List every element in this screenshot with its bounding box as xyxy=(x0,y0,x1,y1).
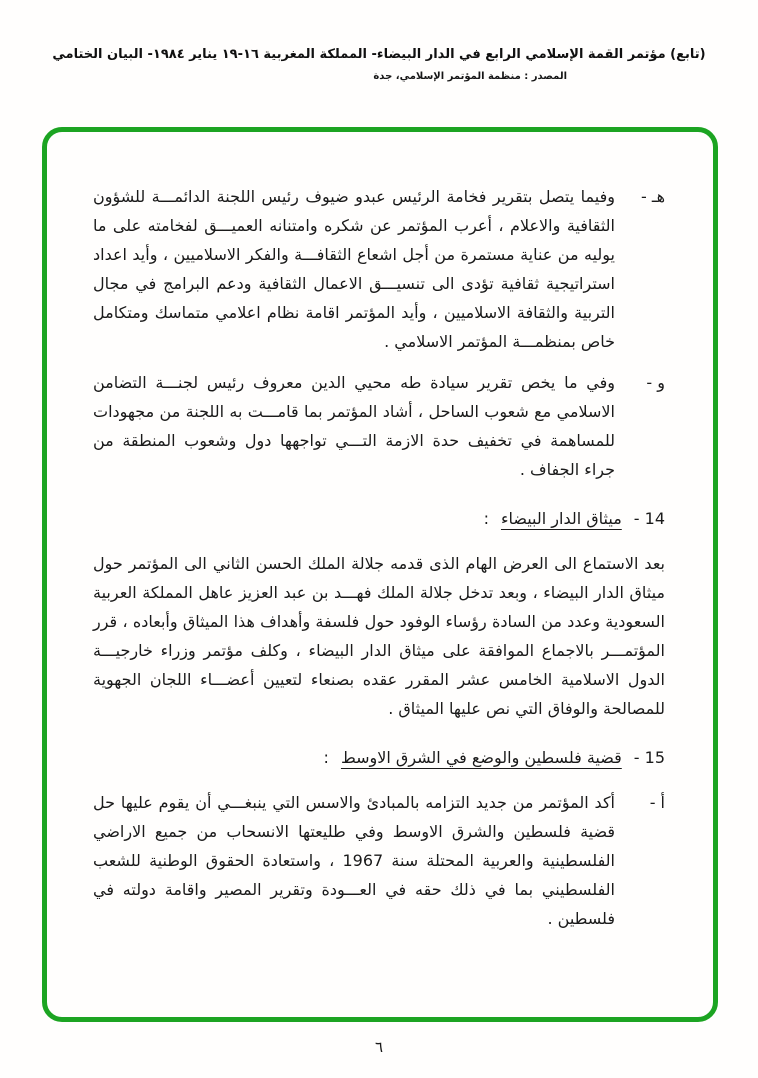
section-14-paragraph: بعد الاستماع الى العرض الهام الذى قدمه جلالة الملك الحسن الثاني الى المؤتمر حول ميثاق الدار البيضاء ، وبعد تدخل جلالة الملك فهـــد بن عبد العزيز عاهل المملكة العربية السعودية وعدد من السادة رؤساء الوفود حول فلسفة وأهداف هذا الميثاق وأبعاده ، قرر المؤتمـــر بالاجماع الموافقة على ميثاق الدار البيضاء ، وكلف مؤتمر وزراء خارجيـــة الدول الاسلامية الخامس عشر المقرر عقده بصنعاء لتعيين أعضـــاء اللجان الجهوية للمصالحة والوفاق التي نص عليها الميثاق . xyxy=(93,554,665,718)
list-item-text: وفيما يتصل بتقرير فخامة الرئيس عبدو ضيوف رئيس اللجنة الدائمـــة للشؤون الثقافية والاعلام ، أعرب المؤتمر عن شكره وامتنانه العميـــق لفخامته على ما يوليه من عناية مستمرة من أجل اشعاع الثقافـــة والفكر الاسلاميين ، وأيد اعداد استراتيجية ثقافية تؤدى الى تنسيـــق الاعمال الثقافية ودعم البرامج في مجال التربية والثقافة الاسلاميين ، وأيد المؤتمر اقامة نظام اعلامي متماسك ومتكامل خاص بمنظمـــة المؤتمر الاسلامي . xyxy=(93,187,615,351)
list-item-text: وفي ما يخص تقرير سيادة طه محيي الدين معروف رئيس لجنـــة التضامن الاسلامي مع شعوب الساحل ، أشاد المؤتمر بما قامـــت به اللجنة من مجهودات للمساهمة في تخفيف حدة الازمة التـــي تواجهها دول وشعوب المنطقة من جراء الجفاف . xyxy=(93,373,615,479)
list-marker: و - xyxy=(646,373,665,392)
list-item-text: أكد المؤتمر من جديد التزامه بالمبادئ والاسس التي ينبغـــي أن يقوم عليها حل قضية فلسطين والشرق الاوسط وفي طليعتها الانسحاب من جميع الاراضي الفلسطينية والعربية المحتلة سنة 1967 ، واستعادة الحقوق الوطنية للشعب الفلسطيني بما في ذلك حقه في العـــودة وتقرير المصير واقامة دولته في فلسطين . xyxy=(93,793,616,928)
section-colon: : xyxy=(483,509,489,528)
section-number: 15 - xyxy=(633,748,665,767)
document-source-line: المصدر : منظمة المؤتمر الإسلامي، جدة xyxy=(373,71,567,82)
list-marker: هـ - xyxy=(641,187,665,206)
section-colon: : xyxy=(323,748,329,767)
section-number: 14 - xyxy=(633,509,665,528)
list-item-ha xyxy=(93,182,665,356)
document-header xyxy=(36,46,722,82)
green-border-frame xyxy=(42,127,718,1022)
list-item-waw xyxy=(93,368,665,484)
section-14-heading xyxy=(93,504,665,533)
section-title: قضية فلسطين والوضع في الشرق الاوسط xyxy=(340,748,622,767)
document-title: (تابع) مؤتمر القمة الإسلامي الرابع في الدار البيضاء- المملكة المغربية ١٦-١٩ يناير ١٩٨٤- البيان الختامي xyxy=(52,47,706,62)
page-number-value: ٦ xyxy=(374,1038,384,1056)
page-number xyxy=(0,1038,758,1056)
document-body xyxy=(93,182,665,945)
list-item-alef xyxy=(93,788,665,933)
section-title: ميثاق الدار البيضاء xyxy=(500,509,622,528)
section-15-heading xyxy=(93,743,665,772)
list-marker: أ - xyxy=(649,793,665,812)
